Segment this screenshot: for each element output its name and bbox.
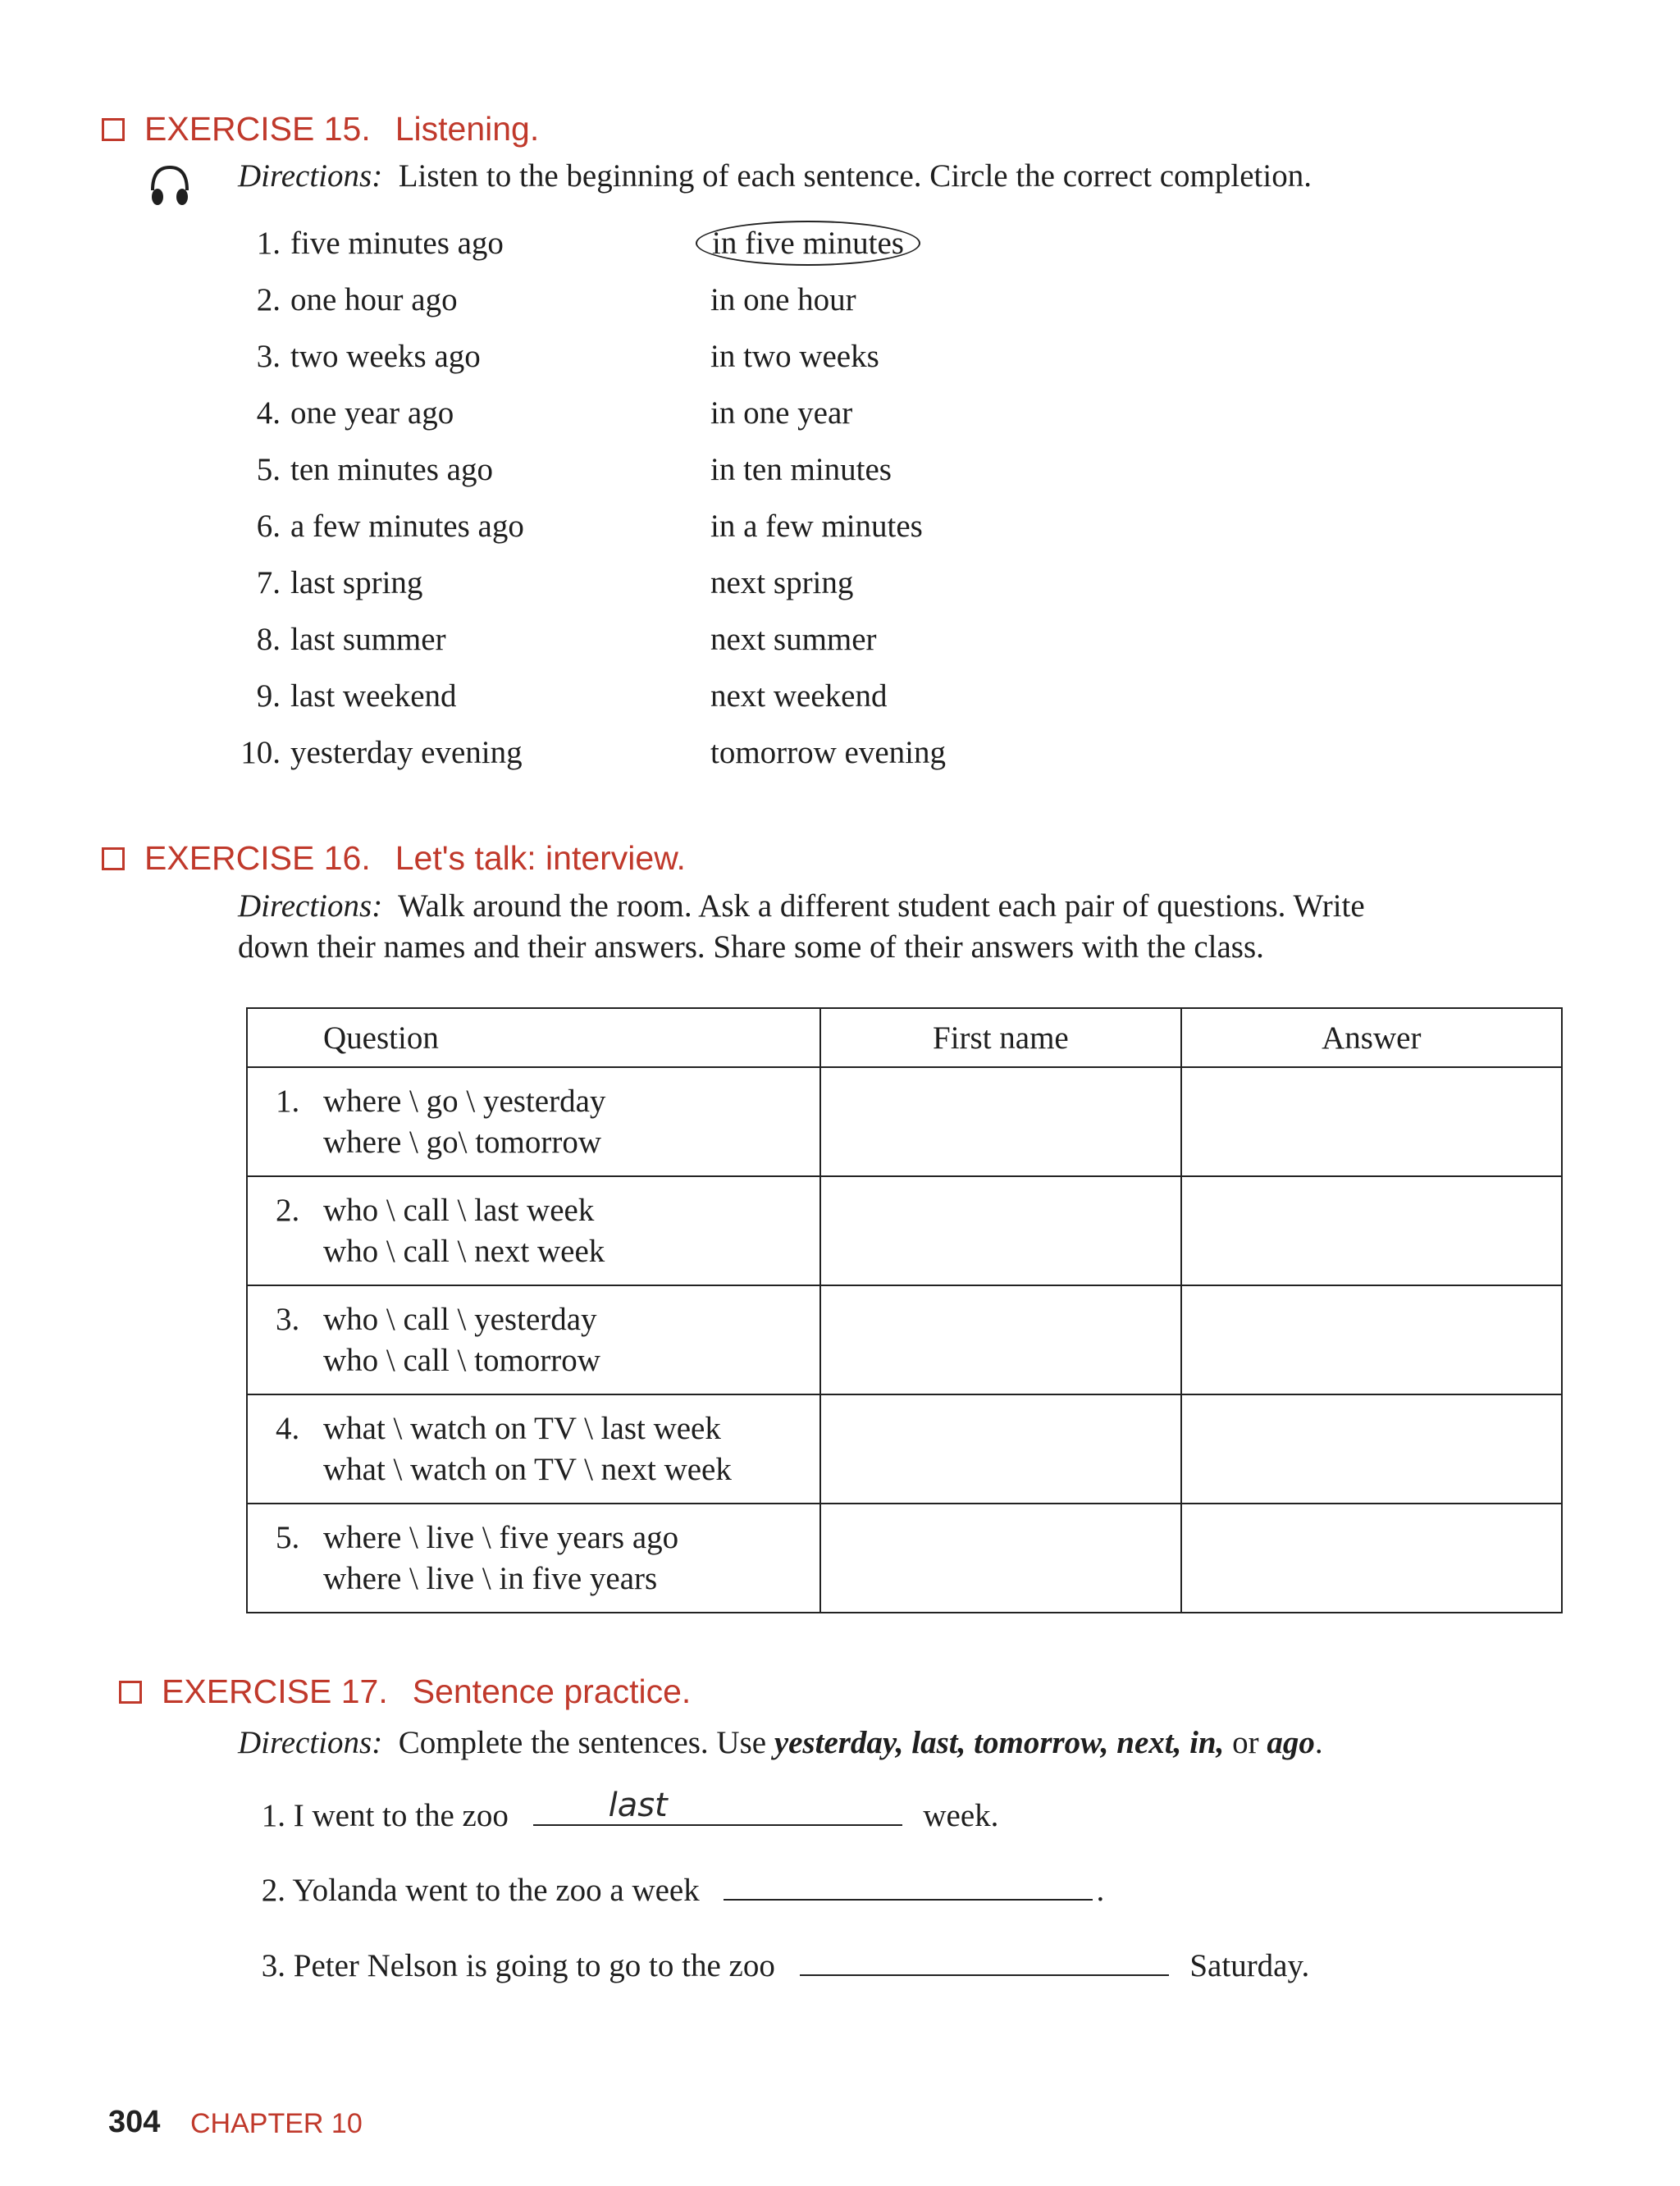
- table-body: [247, 1067, 1562, 1613]
- page-number: 304: [108, 2105, 161, 2139]
- item-number: 1.: [256, 226, 281, 261]
- sentence-text-after: .: [1096, 1873, 1105, 1908]
- choice-future[interactable]: in two weeks: [710, 339, 879, 374]
- item-number: 8.: [256, 622, 281, 657]
- answer-cell[interactable]: [1181, 1285, 1562, 1394]
- question-line-1: where \ go \ yesterday: [323, 1083, 606, 1119]
- exercise-17-header: [119, 1673, 691, 1711]
- exercise-17-number: EXERCISE 17.: [162, 1673, 388, 1710]
- exercise-17-checkbox[interactable]: [119, 1681, 142, 1704]
- choice-future-circled[interactable]: in five minutes: [696, 221, 920, 266]
- exercise-15-checkbox[interactable]: [102, 118, 125, 141]
- sentence-3-blank[interactable]: [800, 1943, 1169, 1976]
- choice-future[interactable]: next weekend: [710, 678, 888, 714]
- exercise-15-title: Listening.: [395, 110, 540, 148]
- item-number: 2.: [256, 282, 281, 317]
- first-name-cell[interactable]: [820, 1176, 1180, 1285]
- directions-label: Directions:: [238, 158, 383, 194]
- item-number: 5.: [256, 452, 281, 487]
- table-row: [247, 1285, 1562, 1394]
- directions-period: .: [1314, 1725, 1323, 1760]
- exercise-17-directions: [238, 1723, 1323, 1764]
- sentence-text-after: Saturday.: [1189, 1948, 1310, 1983]
- choice-future[interactable]: in a few minutes: [710, 509, 923, 544]
- question-cell: [247, 1067, 820, 1176]
- sentence-3: [249, 1943, 1309, 1984]
- choice-past[interactable]: one year ago: [290, 395, 454, 431]
- question-line-1: who \ call \ yesterday: [323, 1301, 597, 1337]
- exercise-16-directions: [238, 886, 1365, 968]
- exercise-15-number: EXERCISE 15.: [144, 110, 371, 148]
- choice-past[interactable]: last weekend: [290, 678, 457, 714]
- word-option: next,: [1116, 1725, 1182, 1760]
- directions-text-line1: Walk around the room. Ask a different student each pair of questions. Write: [397, 888, 1365, 924]
- question-number: 3.: [276, 1301, 300, 1337]
- sentence-number: 1.: [261, 1798, 285, 1833]
- first-name-cell[interactable]: [820, 1067, 1180, 1176]
- directions-text: Complete the sentences. Use: [398, 1725, 767, 1760]
- question-line-1: who \ call \ last week: [323, 1192, 595, 1228]
- exercise-16-number: EXERCISE 16.: [144, 839, 371, 877]
- question-line-2: who \ call \ tomorrow: [323, 1342, 600, 1378]
- column-header-question: Question: [247, 1008, 820, 1067]
- sentence-1: [249, 1787, 999, 1834]
- choice-future[interactable]: in one year: [710, 395, 853, 431]
- choice-past[interactable]: five minutes ago: [290, 226, 504, 261]
- word-option: tomorrow,: [974, 1725, 1109, 1760]
- word-option: in,: [1189, 1725, 1225, 1760]
- sentence-text: Peter Nelson is going to go to the zoo: [293, 1948, 775, 1983]
- directions-label: Directions:: [238, 888, 383, 924]
- question-line-2: what \ watch on TV \ next week: [323, 1451, 732, 1487]
- choice-past[interactable]: two weeks ago: [290, 339, 481, 374]
- filled-answer: last: [608, 1787, 668, 1824]
- column-header-answer: Answer: [1181, 1008, 1562, 1067]
- table-row: [247, 1176, 1562, 1285]
- table-row: [247, 1394, 1562, 1504]
- question-cell: [247, 1504, 820, 1613]
- interview-table: [246, 1007, 1563, 1613]
- table-row: [247, 1067, 1562, 1176]
- listening-item: [226, 621, 877, 658]
- choice-future[interactable]: tomorrow evening: [710, 735, 947, 770]
- sentence-1-blank[interactable]: [533, 1787, 902, 1826]
- sentence-number: 2.: [261, 1873, 285, 1908]
- answer-cell[interactable]: [1181, 1067, 1562, 1176]
- listening-item: [226, 678, 888, 714]
- question-number: 1.: [276, 1083, 300, 1119]
- choice-past[interactable]: one hour ago: [290, 282, 458, 317]
- directions-text: Listen to the beginning of each sentence. Circle the correct completion.: [398, 158, 1312, 194]
- table-row: [247, 1504, 1562, 1613]
- chapter-label: CHAPTER 10: [190, 2108, 363, 2139]
- exercise-17-title: Sentence practice.: [412, 1673, 692, 1710]
- word-option: ago: [1267, 1725, 1315, 1760]
- item-number: 10.: [240, 735, 281, 770]
- headphones-icon[interactable]: [146, 162, 194, 214]
- answer-cell[interactable]: [1181, 1394, 1562, 1504]
- listening-item: [226, 338, 879, 375]
- choice-past[interactable]: last spring: [290, 565, 423, 600]
- sentence-text: Yolanda went to the zoo a week: [292, 1873, 700, 1908]
- choice-past[interactable]: a few minutes ago: [290, 509, 524, 544]
- question-number: 2.: [276, 1192, 300, 1228]
- choice-past[interactable]: last summer: [290, 622, 446, 657]
- question-cell: [247, 1285, 820, 1394]
- question-line-2: where \ live \ in five years: [323, 1560, 658, 1596]
- word-option: last,: [911, 1725, 966, 1760]
- item-number: 7.: [256, 565, 281, 600]
- listening-item: [226, 734, 946, 771]
- listening-item: [226, 395, 852, 431]
- choice-future[interactable]: in ten minutes: [710, 452, 892, 487]
- question-line-2: where \ go\ tomorrow: [323, 1124, 602, 1160]
- question-line-1: where \ live \ five years ago: [323, 1519, 679, 1555]
- sentence-2: [249, 1868, 1104, 1909]
- sentence-text-after: week.: [923, 1798, 999, 1833]
- choice-past[interactable]: yesterday evening: [290, 735, 523, 770]
- question-line-1: what \ watch on TV \ last week: [323, 1410, 721, 1446]
- column-header-first-name: First name: [820, 1008, 1180, 1067]
- choice-future[interactable]: next spring: [710, 565, 854, 600]
- item-number: 4.: [256, 395, 281, 431]
- question-number: 4.: [276, 1410, 300, 1446]
- item-number: 6.: [256, 509, 281, 544]
- directions-or: or: [1232, 1725, 1259, 1760]
- word-option: yesterday,: [774, 1725, 904, 1760]
- answer-cell[interactable]: [1181, 1504, 1562, 1613]
- exercise-16-header: [102, 839, 686, 878]
- listening-item: [226, 451, 892, 488]
- sentence-number: 3.: [261, 1948, 285, 1983]
- sentence-2-blank[interactable]: [724, 1868, 1093, 1901]
- answer-cell[interactable]: [1181, 1176, 1562, 1285]
- exercise-15-header: [102, 110, 539, 148]
- choice-past[interactable]: ten minutes ago: [290, 452, 493, 487]
- listening-item: [226, 508, 923, 545]
- item-number: 9.: [256, 678, 281, 714]
- question-cell: [247, 1176, 820, 1285]
- choice-future[interactable]: next summer: [710, 622, 877, 657]
- directions-label: Directions:: [238, 1725, 383, 1760]
- listening-item: [226, 225, 920, 262]
- first-name-cell[interactable]: [820, 1394, 1180, 1504]
- directions-text-line2: down their names and their answers. Share some of their answers with the class.: [238, 929, 1264, 965]
- listening-item: [226, 281, 856, 318]
- item-number: 3.: [256, 339, 281, 374]
- exercise-16-checkbox[interactable]: [102, 847, 125, 870]
- question-line-2: who \ call \ next week: [323, 1233, 605, 1269]
- question-number: 5.: [276, 1519, 300, 1555]
- first-name-cell[interactable]: [820, 1285, 1180, 1394]
- table-header-row: [247, 1008, 1562, 1067]
- question-cell: [247, 1394, 820, 1504]
- first-name-cell[interactable]: [820, 1504, 1180, 1613]
- choice-future[interactable]: in one hour: [710, 282, 856, 317]
- listening-item: [226, 564, 853, 601]
- sentence-text: I went to the zoo: [293, 1798, 509, 1833]
- exercise-16-title: Let's talk: interview.: [395, 839, 686, 877]
- exercise-15-directions: [238, 156, 1312, 197]
